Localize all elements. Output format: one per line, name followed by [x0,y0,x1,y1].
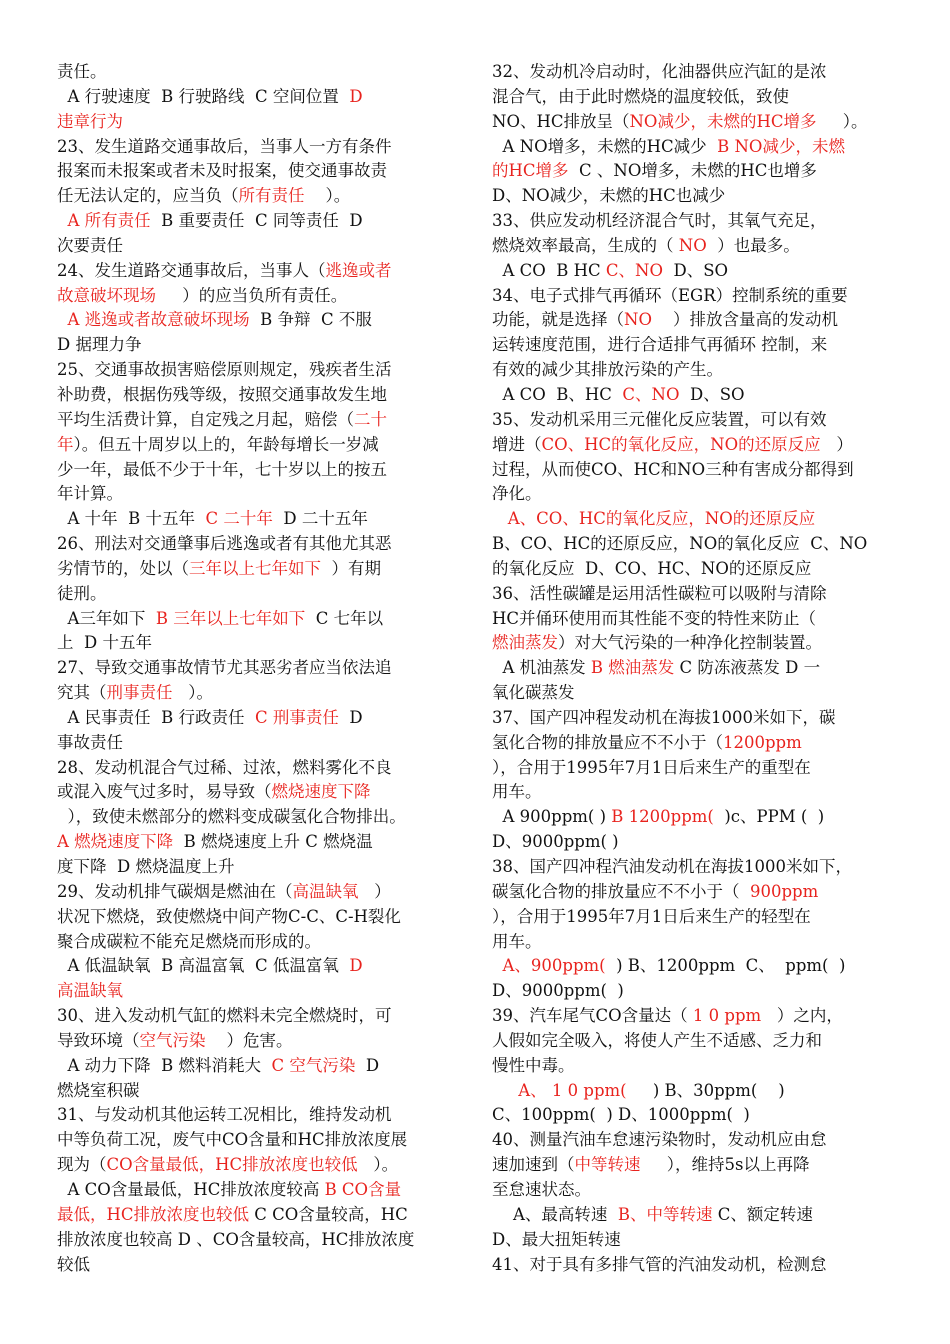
text-line [492,507,897,532]
answer-text: C 空气污染 [271,1055,356,1075]
answer-text: 燃烧速度下降 [271,782,371,802]
body-text: 40、测量汽油车怠速污染物时，发动机应由怠 [492,1130,827,1150]
body-text: 次要责任 [57,235,123,255]
body-text: A 900ppm( ) [492,807,612,827]
body-text: A三年如下 [57,608,156,628]
answer-text: NO减少，未燃的HC增多 [629,111,817,131]
right-column [492,60,897,1277]
body-text: 至怠速状态。 [492,1179,591,1199]
body-text [57,310,68,329]
answer-text: 违章行为 [57,111,123,131]
text-line [57,1054,462,1079]
text-line [492,731,897,756]
answer-text: C 二十年 [205,509,273,529]
body-text: D、9000ppm( ) [492,832,619,852]
text-line [57,706,462,731]
text-line [492,954,897,979]
body-text: 用车。 [492,931,542,951]
answer-text: NO [624,310,652,330]
text-line [492,1004,897,1029]
body-text: 36、活性碳罐是运用活性碳粒可以吸附与清除 [492,583,827,603]
text-line [492,209,897,234]
body-text: 排放浓度也较高 D 、CO含量较高，HC排放浓度 [57,1229,415,1249]
answer-text: 三年以上七年如下 [189,558,321,578]
text-line [492,408,897,433]
body-text: 燃烧效率最高，生成的（ [492,235,679,255]
body-text: 24、发生道路交通事故后，当事人（ [57,260,326,280]
body-text: 责任。 [57,62,107,81]
body-text: 29、发动机排气碳烟是燃油在（ [57,881,293,901]
body-text: 31、与发动机其他运转工况相比，维持发动机 [57,1105,392,1125]
body-text: B、CO、HC的还原反应，NO的氧化反应 C、NO [492,534,868,554]
body-text: 事故责任 [57,732,123,752]
answer-text: A 逃逸或者故意破坏现场 [67,310,250,330]
body-text: D 二十五年 [272,509,368,529]
body-text: 任无法认定的，应当负（ [57,186,239,206]
text-line [492,259,897,284]
answer-text: A 所有责任 [67,211,151,231]
body-text: C CO含量较高，HC [249,1204,408,1224]
body-text: ），致使未燃部分的燃料变成碳氢化合物排出。 [57,807,406,827]
answer-text: B CO含量 [324,1179,402,1199]
body-text: C 、NO增多，未燃的HC也增多 [568,161,817,181]
text-line [492,880,897,905]
body-text: 的氧化反应 D、CO、HC、NO的还原反应 [492,558,812,578]
body-text: )c、PPM ( ) [713,807,825,827]
body-text: 或混入废气过多时，易导致（ [57,782,272,802]
answer-text: B 燃油蒸发 [590,658,675,678]
answer-text: B 三年以上七年如下 [155,608,306,628]
text-line [492,358,897,383]
body-text: 导致环境（ [57,1030,140,1050]
body-text: ）。 [816,111,868,131]
answer-text: 故意破坏现场 [57,285,156,305]
answer-text: C、NO [605,260,664,280]
answer-text: 1 0 ppm [692,1006,762,1026]
text-line [492,706,897,731]
text-line [57,85,462,110]
text-line [57,880,462,905]
text-line [57,532,462,557]
text-line [57,1004,462,1029]
body-text: 报案而未报案或者未及时报案，使交通事故责 [57,161,387,181]
text-line [57,855,462,880]
body-text: 30、进入发动机气缸的燃料未完全燃烧时，可 [57,1006,392,1026]
body-text [57,211,68,230]
text-line [492,1103,897,1128]
body-text: A CO含量最低，HC排放浓度较高 [57,1179,325,1199]
body-text: ）。但五十周岁以上的，年龄每增长一岁减 [73,434,379,454]
text-line [57,209,462,234]
text-line [492,557,897,582]
text-line [492,656,897,681]
body-text: 劣情节的，处以（ [57,558,189,578]
body-text: 人假如完全吸入，将使人产生不适感、乏力和 [492,1030,822,1050]
answer-text: C、NO [622,384,680,404]
body-text: 33、供应发动机经济混合气时，其氧气充足， [492,211,827,231]
body-text: A NO增多，未燃的HC减少 [492,136,718,156]
answer-text: 中等转速 [574,1155,641,1175]
body-text: 用车。 [492,782,542,802]
answer-text: 逃逸或者 [325,260,392,280]
text-line [492,1178,897,1203]
body-text: C、额定转速 [712,1204,813,1224]
text-line [492,1054,897,1079]
body-text: HC并俑环使用而其性能不变的特性来防止（ [492,608,817,628]
body-text: A CO B HC [492,260,606,280]
body-text: A 低温缺氧 B 高温富氧 C 低温富氧 [57,956,350,976]
left-column [57,60,462,1277]
text-line [57,756,462,781]
text-line [492,308,897,333]
text-line [57,1178,462,1203]
text-line [492,1253,897,1278]
answer-text: 900ppm [750,881,819,901]
text-line [57,954,462,979]
body-text: 过程，从而使CO、HC和NO三种有害成分都得到 [492,459,854,479]
text-line [492,1128,897,1153]
body-text: 燃烧室积碳 [57,1080,140,1100]
body-text: ），维持5s以上再降 [640,1155,810,1175]
text-line [492,582,897,607]
answer-text: 1200ppm [723,732,802,752]
answer-text: 最低，HC排放浓度也较低 [57,1204,250,1224]
body-text: 年计算。 [57,484,123,504]
body-text: C、100ppm( ) D、1000ppm( ) [492,1105,750,1125]
answer-text: A、CO、HC的氧化反应，NO的还原反应 [507,509,816,529]
body-text: 37、国产四冲程发动机在海拔1000米如下，碳 [492,707,836,727]
body-text: D、SO [679,384,745,404]
text-line [57,582,462,607]
body-text: ) B、1200ppm C、 ppm( ) [605,956,846,976]
body-text: 氧化碳蒸发 [492,683,575,703]
text-line [57,780,462,805]
text-line [57,234,462,259]
text-line [57,1029,462,1054]
body-text: 少一年，最低不少于十年，七十岁以上的按五 [57,459,387,479]
body-text: 41、对于具有多排气管的汽油发动机，检测怠 [492,1254,827,1274]
body-text: D [355,1055,380,1075]
text-line [492,905,897,930]
text-line [57,60,462,85]
body-text: 速加速到（ [492,1155,575,1175]
body-text: D、SO [663,260,729,280]
body-text: ） [820,434,853,454]
body-text: ）。 [172,683,213,703]
body-text: B 争辩 C 不服 [249,310,372,330]
body-text: A 机油蒸发 [492,658,591,678]
text-line [57,979,462,1004]
text-line [57,631,462,656]
answer-text: NO [678,235,707,255]
text-line [492,234,897,259]
text-line [57,308,462,333]
text-line [492,1228,897,1253]
body-text: A 十年 B 十五年 [57,509,206,529]
body-text [492,1081,518,1100]
body-text: ）危害。 [205,1030,293,1050]
text-line [57,110,462,135]
text-line [57,731,462,756]
text-line [57,607,462,632]
text-line [57,482,462,507]
body-text [492,509,508,528]
text-line [492,383,897,408]
answer-text: 高温缺氧 [57,981,123,1001]
text-line [57,333,462,358]
text-line [492,458,897,483]
body-text: 究其（ [57,683,107,703]
body-text: 氢化合物的排放量应不不小于（ [492,732,723,752]
answer-text: CO、HC的氧化反应，NO的还原反应 [541,434,821,454]
answer-text: D [349,956,363,976]
answer-text: 年 [57,434,74,454]
answer-text: 刑事责任 [106,683,173,703]
body-text: A、最高转速 [492,1204,618,1224]
text-line [57,805,462,830]
text-line [492,135,897,160]
text-line [57,159,462,184]
text-line [492,284,897,309]
text-line [492,184,897,209]
text-line [57,1253,462,1278]
text-line [492,159,897,184]
body-text: D [338,707,363,727]
body-text: 上 D 十五年 [57,633,152,653]
body-text: 32、发动机冷启动时，化油器供应汽缸的是浓 [492,62,827,81]
text-line [57,284,462,309]
body-text: D、最大扭矩转速 [492,1229,621,1249]
body-text: 26、刑法对交通肇事后逃逸或者有其他尤其恶 [57,534,392,554]
text-line [492,482,897,507]
body-text: 39、汽车尾气CO含量达（ [492,1006,693,1026]
body-text: B 燃烧速度上升 C 燃烧温 [173,832,373,852]
body-text: ），合用于1995年7月1日后来生产的轻型在 [492,906,811,926]
answer-text: 燃油蒸发 [492,633,558,653]
body-text: 较低 [57,1254,90,1274]
body-text: ）有期 [321,558,381,578]
text-line [57,383,462,408]
body-text: C 七年以 [305,608,384,628]
body-text: 状况下燃烧，致使燃烧中间产物C-C、C-H裂化 [57,906,401,926]
text-line [492,930,897,955]
text-line [492,830,897,855]
answer-text: 的HC增多 [492,161,569,181]
body-text: 25、交通事故损害赔偿原则规定，残疾者生活 [57,360,392,380]
text-line [57,1153,462,1178]
text-line [57,1079,462,1104]
body-text: ）。 [357,1155,399,1175]
body-text: 平均生活费计算，自定残之月起，赔偿（ [57,409,354,429]
answer-text: 高温缺氧 [292,881,359,901]
answer-text: 二十 [354,409,387,429]
body-text [492,956,503,975]
text-line [492,532,897,557]
answer-text: 所有责任 [238,186,305,206]
body-text: A 民事责任 B 行政责任 [57,707,255,727]
text-line [57,557,462,582]
text-line [492,979,897,1004]
answer-text: A、900ppm( [502,956,606,976]
text-line [57,830,462,855]
body-text: ) B、30ppm( ) [626,1080,785,1100]
text-line [492,855,897,880]
text-line [492,681,897,706]
text-line [57,259,462,284]
text-line [57,905,462,930]
text-line [57,135,462,160]
text-line [492,780,897,805]
body-text: ）之内， [761,1006,843,1026]
body-text: 增进（ [492,434,542,454]
answer-text: B 1200ppm( [611,807,714,827]
text-line [57,681,462,706]
text-line [492,85,897,110]
body-text: 功能，就是选择（ [492,310,624,330]
body-text: ）对大气污染的一种净化控制装置。 [558,633,822,653]
body-text: NO、HC排放呈（ [492,111,630,131]
body-text: D 据理力争 [57,335,142,355]
text-line [492,805,897,830]
text-line [57,930,462,955]
text-line [57,1128,462,1153]
text-line [57,184,462,209]
text-line [57,507,462,532]
body-text: A 行驶速度 B 行驶路线 C 空间位置 [57,86,350,106]
text-line [57,458,462,483]
text-line [492,1079,897,1104]
answer-text: D [349,86,363,106]
text-line [57,1228,462,1253]
text-line [492,433,897,458]
body-text: 有效的减少其排放污染的产生。 [492,360,723,380]
text-line [57,1203,462,1228]
body-text: A 动力下降 B 燃料消耗大 [57,1055,272,1075]
body-text: 补助费，根据伤残等级，按照交通事故发生地 [57,384,387,404]
text-line [57,433,462,458]
body-text: 中等负荷工况，废气中CO含量和HC排放浓度展 [57,1130,408,1150]
answer-text: B NO减少，未燃 [717,136,845,156]
body-text: 28、发动机混合气过稀、过浓，燃料雾化不良 [57,757,392,777]
body-text: 净化。 [492,484,542,504]
answer-text: A 燃烧速度下降 [57,832,174,852]
body-text: 徒刑。 [57,583,107,603]
answer-text: C 刑事责任 [255,707,339,727]
body-text: B 重要责任 C 同等责任 D [150,211,363,231]
body-text: 23、发生道路交通事故后，当事人一方有条件 [57,136,392,156]
text-line [492,333,897,358]
body-text: D、NO减少，未燃的HC也减少 [492,186,726,206]
body-text: ）也最多。 [706,235,800,255]
answer-text: A、 1 0 ppm( [518,1080,627,1100]
text-line [492,1153,897,1178]
body-text: ） [358,881,391,901]
text-line [492,1029,897,1054]
text-line [57,408,462,433]
body-text: 38、国产四冲程汽油发动机在海拔1000米如下， [492,857,852,876]
text-line [492,60,897,85]
body-text: C 防冻液蒸发 D 一 [674,658,821,678]
text-line [492,1203,897,1228]
body-text: 碳氢化合物的排放量应不不小于（ [492,881,750,901]
body-text: 27、导致交通事故情节尤其恶劣者应当依法追 [57,658,392,678]
body-text: 聚合成碳粒不能充足燃烧而形成的。 [57,931,321,951]
answer-text: 空气污染 [139,1030,206,1050]
body-text: ）的应当负所有责任。 [156,285,348,305]
body-text: 35、发动机采用三元催化反应装置，可以有效 [492,409,827,429]
body-text: 慢性中毒。 [492,1055,575,1075]
text-line [57,358,462,383]
body-text: 度下降 D 燃烧温度上升 [57,857,235,876]
text-line [57,656,462,681]
body-text: ）排放含量高的发动机 [651,310,838,330]
text-line [492,607,897,632]
text-line [57,1103,462,1128]
answer-text: B、中等转速 [617,1204,713,1224]
body-text: A CO B、HC [492,384,623,404]
body-text: D、9000ppm( ) [492,981,624,1001]
text-line [492,631,897,656]
body-text: 34、电子式排气再循环（EGR）控制系统的重要 [492,285,848,305]
text-line [492,756,897,781]
body-text: 运转速度范围，进行合适排气再循环 控制，来 [492,335,828,355]
body-text: 现为（ [57,1155,107,1175]
answer-text: CO含量最低，HC排放浓度也较低 [106,1155,358,1175]
text-line [492,110,897,135]
body-text: ）。 [304,186,351,206]
body-text: 混合气，由于此时燃烧的温度较低，致使 [492,86,789,106]
body-text: ），合用于1995年7月1日后来生产的重型在 [492,757,811,777]
